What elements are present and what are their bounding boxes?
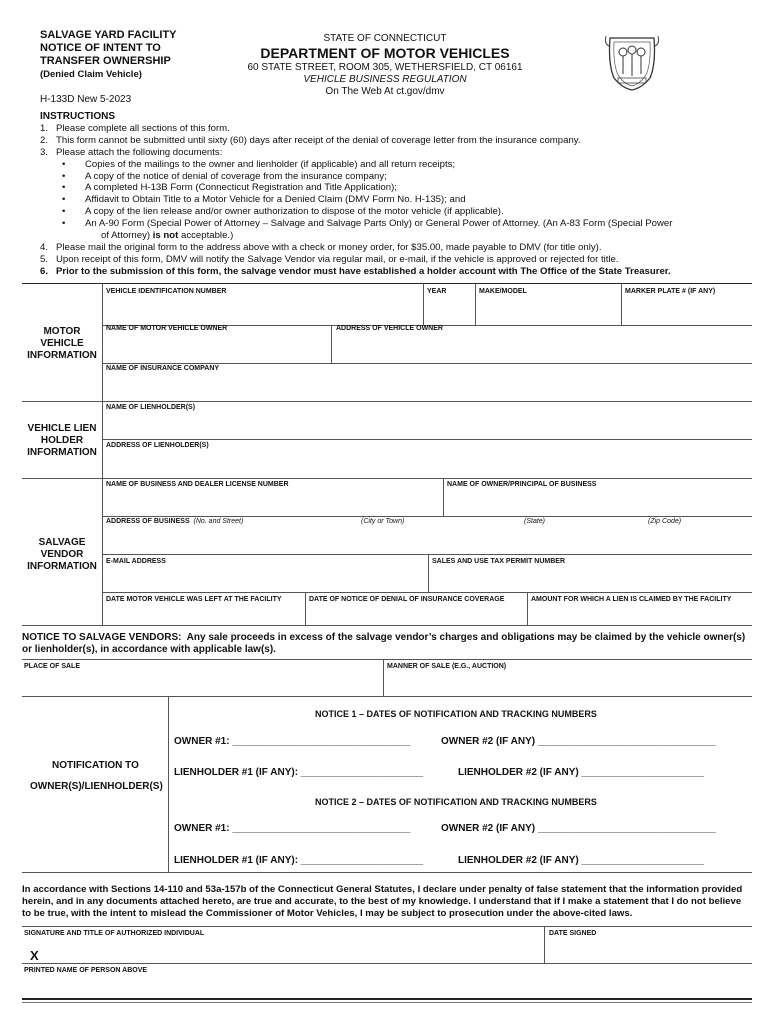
place-of-sale-field[interactable]: PLACE OF SALE	[24, 663, 81, 670]
divider	[428, 554, 429, 592]
printed-name-field[interactable]: PRINTED NAME OF PERSON ABOVE	[24, 967, 148, 974]
principal-name-field[interactable]: NAME OF OWNER/PRINCIPAL OF BUSINESS	[447, 481, 597, 488]
date-signed-field[interactable]: DATE SIGNED	[549, 930, 597, 937]
manner-of-sale-field[interactable]: MANNER OF SALE (E.G., AUCTION)	[387, 663, 507, 670]
vin-field[interactable]: VEHICLE IDENTIFICATION NUMBER	[106, 288, 227, 295]
divider	[305, 592, 306, 625]
signature-field[interactable]: SIGNATURE AND TITLE OF AUTHORIZED INDIVIDUAL	[24, 930, 205, 937]
notice-1-owner-1[interactable]: OWNER #1: ________________________________	[174, 736, 411, 747]
notice-2-lienholder-2[interactable]: LIENHOLDER #2 (IF ANY) ______________________	[458, 855, 704, 866]
divider	[22, 963, 752, 964]
divider	[383, 659, 384, 696]
divider	[22, 926, 752, 927]
section-salvage-vendor: SALVAGE VENDOR INFORMATION	[27, 537, 97, 572]
notice-2-owner-2[interactable]: OWNER #2 (IF ANY) ________________________________	[441, 823, 716, 834]
date-denial-field[interactable]: DATE OF NOTICE OF DENIAL OF INSURANCE COVERAGE	[309, 596, 505, 603]
agency-address: 60 STATE STREET, ROOM 305, WETHERSFIELD, CT 06161	[247, 62, 523, 73]
document-bullet: • Affidavit to Obtain Title to a Motor Vehicle for a Denied Claim (DMV Form No. H-135); and	[62, 194, 466, 206]
division-name: VEHICLE BUSINESS REGULATION	[303, 74, 467, 85]
state-hint: (State)	[524, 518, 546, 525]
lienholder-name-field[interactable]: NAME OF LIENHOLDER(S)	[106, 404, 196, 411]
form-subtitle: (Denied Claim Vehicle)	[40, 69, 142, 80]
declaration-text: In accordance with Sections 14-110 and 53a-157b of the Connecticut General Statutes, I declare under penalty of false statement that the information provided herein, and in any documents attached hereto, are true and accurate, to the best of my knowledge. I understand that if I make a statement that I do not believe to be true, with the intent to mislead the Commissioner of Motor Vehicles, I may be subject to prosecution under the above-cited laws.	[22, 884, 743, 919]
street-hint: (No. and Street)	[193, 518, 244, 525]
state-seal-icon	[604, 34, 660, 92]
divider	[102, 283, 103, 625]
divider	[22, 872, 752, 873]
notice-2-owner-1[interactable]: OWNER #1: ________________________________	[174, 823, 411, 834]
divider	[168, 696, 169, 872]
instruction-item: 5. Upon receipt of this form, DMV will notify the Salvage Vendor via regular mail, or e-mail, if the vehicle is approved or rejected for title.	[40, 253, 619, 265]
divider	[22, 659, 752, 660]
divider	[621, 283, 622, 325]
divider	[423, 283, 424, 325]
divider	[22, 283, 752, 284]
lien-amount-field[interactable]: AMOUNT FOR WHICH A LIEN IS CLAIMED BY THE FACILITY	[531, 596, 732, 603]
section-lien-holder: VEHICLE LIEN HOLDER INFORMATION	[27, 423, 97, 458]
signature-mark: X	[30, 948, 39, 963]
notice-1-lienholder-2[interactable]: LIENHOLDER #2 (IF ANY) ______________________	[458, 767, 704, 778]
divider	[102, 363, 752, 364]
document-bullet-continuation: of Attorney) is not acceptable.)	[101, 230, 234, 242]
document-bullet: • An A-90 Form (Special Power of Attorney – Salvage and Salvage Parts Only) or General Power of Attorney. (An A-83 Form (Special Power	[62, 218, 673, 230]
agency-header	[230, 33, 540, 98]
divider	[475, 283, 476, 325]
divider	[102, 439, 752, 440]
instruction-item: 2. This form cannot be submitted until sixty (60) days after receipt of the denial of coverage letter from the insurance company.	[40, 134, 581, 146]
business-address-field[interactable]: ADDRESS OF BUSINESS (No. and Street)	[106, 518, 244, 525]
form-number: H-133D New 5-2023	[40, 94, 132, 105]
notice-1-title: NOTICE 1 – DATES OF NOTIFICATION AND TRACKING NUMBERS	[315, 709, 597, 719]
notification-section-2: OWNER(S)/LIENHOLDER(S)	[30, 781, 163, 792]
divider	[22, 625, 752, 626]
divider	[544, 926, 545, 963]
divider	[22, 696, 752, 697]
notice-text: Any sale proceeds in excess of the salvage vendor’s charges and obligations may be claimed by the vehicle owner(s) or lienholder(s), in accordance with applicable law(s).	[22, 632, 746, 655]
form-title-line-1: SALVAGE YARD FACILITY	[40, 29, 177, 41]
marker-plate-field[interactable]: MARKER PLATE # (IF ANY)	[625, 288, 716, 295]
notice-to-vendors	[22, 632, 752, 656]
document-bullet: • Copies of the mailings to the owner and lienholder (if applicable) and all return receipts;	[62, 158, 456, 170]
business-name-field[interactable]: NAME OF BUSINESS AND DEALER LICENSE NUMBER	[106, 481, 289, 488]
insurance-company-field[interactable]: NAME OF INSURANCE COMPANY	[106, 365, 220, 372]
notice-2-title: NOTICE 2 – DATES OF NOTIFICATION AND TRACKING NUMBERS	[315, 797, 597, 807]
email-field[interactable]: E-MAIL ADDRESS	[106, 558, 166, 565]
divider	[22, 401, 752, 402]
notice-1-owner-2[interactable]: OWNER #2 (IF ANY) ________________________________	[441, 736, 716, 747]
form-title-line-3: TRANSFER OWNERSHIP	[40, 55, 171, 67]
divider	[102, 554, 752, 555]
zip-hint: (Zip Code)	[648, 518, 682, 525]
agency-website: On The Web At ct.gov/dmv	[325, 86, 445, 97]
section-motor-vehicle: MOTOR VEHICLE INFORMATION	[27, 326, 97, 361]
notice-1-lienholder-1[interactable]: LIENHOLDER #1 (IF ANY): ______________________	[174, 767, 424, 778]
year-field[interactable]: YEAR	[427, 288, 447, 295]
lienholder-address-field[interactable]: ADDRESS OF LIENHOLDER(S)	[106, 442, 209, 449]
date-left-field[interactable]: DATE MOTOR VEHICLE WAS LEFT AT THE FACILITY	[106, 596, 282, 603]
divider	[527, 592, 528, 625]
instruction-item: 4. Please mail the original form to the address above with a check or money order, for $35.00, made payable to DMV (for title only).	[40, 241, 602, 253]
instruction-item: 1. Please complete all sections of this form.	[40, 122, 230, 134]
notice-heading: NOTICE TO SALVAGE VENDORS:	[22, 632, 182, 643]
instruction-item: 6. Prior to the submission of this form, the salvage vendor must have established a holder account with The Office of the State Treasurer.	[40, 265, 671, 277]
instructions-title: INSTRUCTIONS	[40, 111, 115, 122]
city-hint: (City or Town)	[361, 518, 405, 525]
notification-section: NOTIFICATION TO	[52, 760, 139, 771]
divider	[22, 1002, 752, 1003]
department-name: DEPARTMENT OF MOTOR VEHICLES	[260, 45, 510, 61]
divider	[102, 516, 752, 517]
divider	[331, 325, 332, 363]
make-model-field[interactable]: MAKE/MODEL	[479, 288, 527, 295]
owner-name-field[interactable]: NAME OF MOTOR VEHICLE OWNER	[106, 325, 228, 332]
form-title-line-2: NOTICE OF INTENT TO	[40, 42, 161, 54]
notice-2-lienholder-1[interactable]: LIENHOLDER #1 (IF ANY): ______________________	[174, 855, 424, 866]
divider	[102, 592, 752, 593]
instructions	[40, 111, 755, 278]
document-bullet: • A completed H-13B Form (Connecticut Registration and Title Application);	[62, 182, 397, 194]
document-bullet: • A copy of the notice of denial of coverage from the insurance company;	[62, 170, 387, 182]
state-name: STATE OF CONNECTICUT	[323, 33, 447, 44]
divider	[443, 478, 444, 516]
tax-permit-field[interactable]: SALES AND USE TAX PERMIT NUMBER	[432, 558, 566, 565]
divider	[22, 478, 752, 479]
form-title	[40, 29, 177, 81]
instruction-item: 3. Please attach the following documents:	[40, 146, 223, 158]
divider	[22, 998, 752, 1000]
owner-address-field[interactable]: ADDRESS OF VEHICLE OWNER	[336, 325, 443, 332]
document-bullet: • A copy of the lien release and/or owner authorization to dispose of the motor vehicle (if applicable).	[62, 206, 504, 218]
